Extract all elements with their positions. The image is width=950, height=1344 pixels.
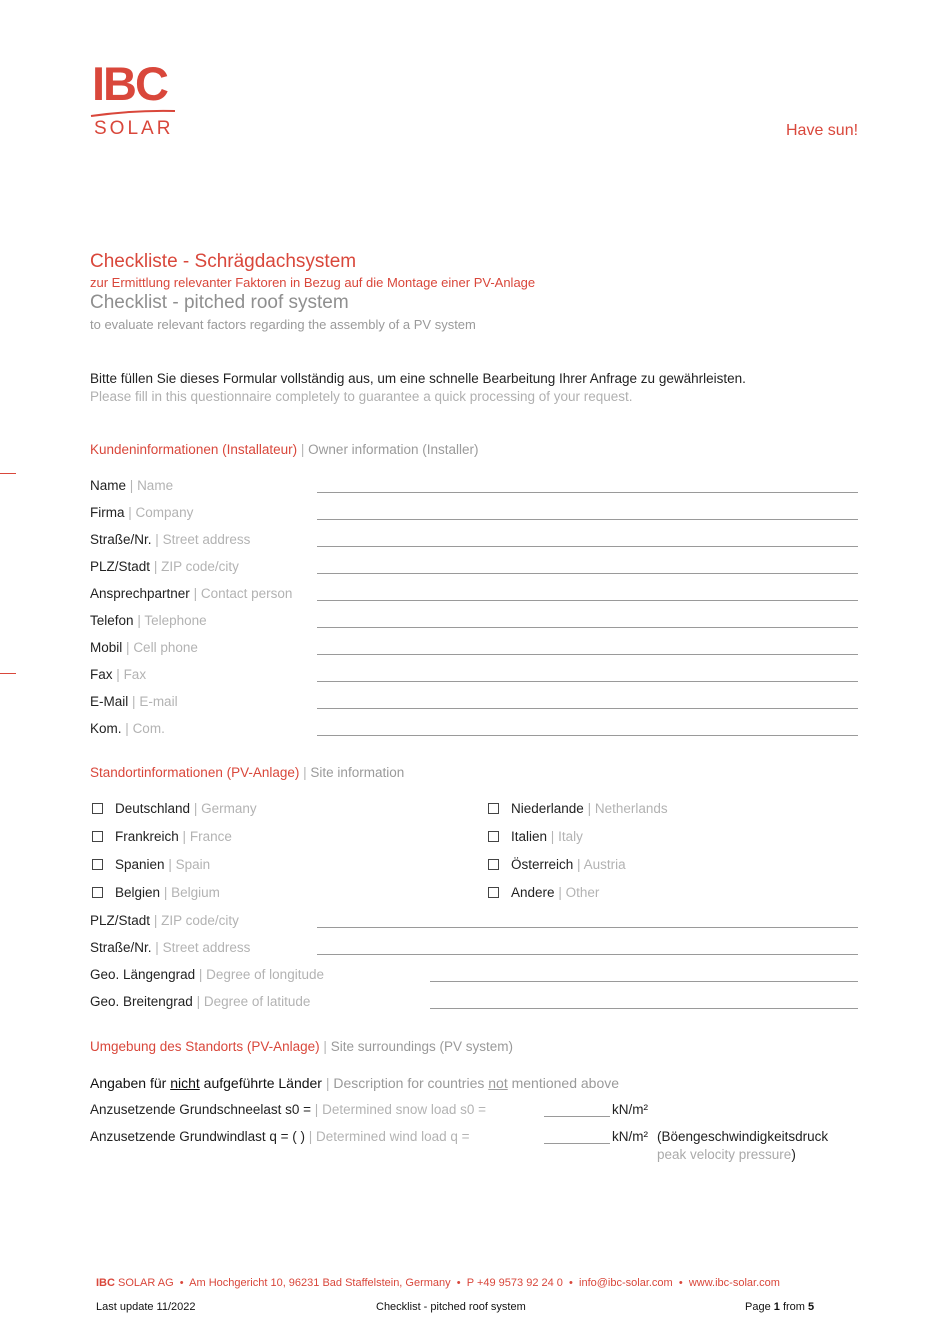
checkbox-icon[interactable] bbox=[92, 831, 103, 842]
site-field-label: Geo. Breitengrad | Degree of latitude bbox=[90, 994, 311, 1009]
owner-field-label: PLZ/Stadt | ZIP code/city bbox=[90, 559, 239, 574]
site-field-label: Straße/Nr. | Street address bbox=[90, 940, 251, 955]
owner-field-label: Name | Name bbox=[90, 478, 174, 493]
checkbox-icon[interactable] bbox=[92, 887, 103, 898]
owner-field-input[interactable] bbox=[317, 519, 858, 520]
owner-field-label: Straße/Nr. | Street address bbox=[90, 532, 251, 547]
snow-load-label: Anzusetzende Grundschneelast s0 = | Determined snow load s0 = bbox=[90, 1102, 487, 1117]
fold-mark bbox=[0, 673, 16, 674]
checkbox-icon[interactable] bbox=[92, 859, 103, 870]
country-option[interactable]: Niederlande | Netherlands bbox=[488, 801, 668, 816]
checkbox-icon[interactable] bbox=[92, 803, 103, 814]
owner-field-label: Telefon | Telephone bbox=[90, 613, 207, 628]
checkbox-icon[interactable] bbox=[488, 887, 499, 898]
logo-brand: IBC bbox=[92, 57, 167, 110]
fold-mark bbox=[0, 473, 16, 474]
wind-load-input[interactable] bbox=[544, 1143, 610, 1144]
owner-field-input[interactable] bbox=[317, 573, 858, 574]
owner-field-label: Mobil | Cell phone bbox=[90, 640, 198, 655]
footer-page-number: Page 1 from 5 bbox=[745, 1301, 815, 1313]
wind-note-en: peak velocity pressure) bbox=[657, 1147, 796, 1162]
site-field-input[interactable] bbox=[430, 1008, 858, 1009]
owner-field-label: E-Mail | E-mail bbox=[90, 694, 178, 709]
country-option[interactable]: Frankreich | France bbox=[92, 829, 232, 844]
checkbox-icon[interactable] bbox=[488, 859, 499, 870]
owner-field-label: Kom. | Com. bbox=[90, 721, 165, 736]
site-field-input[interactable] bbox=[430, 981, 858, 982]
country-option[interactable]: Spanien | Spain bbox=[92, 857, 210, 872]
footer-last-update: Last update 11/2022 bbox=[96, 1301, 196, 1313]
intro-text-de: Bitte füllen Sie dieses Formular vollständig aus, um eine schnelle Bearbeitung Ihrer Anfrage zu gewährleisten. bbox=[90, 371, 746, 386]
country-option[interactable]: Österreich | Austria bbox=[488, 857, 626, 872]
logo-swoosh-icon bbox=[90, 108, 176, 118]
country-option[interactable]: Andere | Other bbox=[488, 885, 599, 900]
page-subtitle-de: zur Ermittlung relevanter Faktoren in Bezug auf die Montage einer PV-Anlage bbox=[90, 275, 536, 290]
country-option[interactable]: Belgien | Belgium bbox=[92, 885, 220, 900]
wind-load-label: Anzusetzende Grundwindlast q = ( ) | Determined wind load q = bbox=[90, 1129, 470, 1144]
snow-load-unit: kN/m² bbox=[612, 1102, 648, 1117]
page-title-en: Checklist - pitched roof system bbox=[90, 292, 349, 313]
owner-field-input[interactable] bbox=[317, 708, 858, 709]
owner-field-input[interactable] bbox=[317, 627, 858, 628]
slogan: Have sun! bbox=[786, 122, 859, 139]
checkbox-icon[interactable] bbox=[488, 831, 499, 842]
owner-field-label: Fax | Fax bbox=[90, 667, 147, 682]
owner-field-label: Ansprechpartner | Contact person bbox=[90, 586, 293, 601]
section-heading-site: Standortinformationen (PV-Anlage) | Site information bbox=[90, 765, 405, 780]
owner-field-input[interactable] bbox=[317, 735, 858, 736]
owner-field-label: Firma | Company bbox=[90, 505, 194, 520]
snow-load-input[interactable] bbox=[544, 1116, 610, 1117]
owner-field-input[interactable] bbox=[317, 681, 858, 682]
site-field-input[interactable] bbox=[317, 927, 858, 928]
section-heading-surroundings: Umgebung des Standorts (PV-Anlage) | Site surroundings (PV system) bbox=[90, 1039, 514, 1054]
section-heading-owner: Kundeninformationen (Installateur) | Owner information (Installer) bbox=[90, 442, 479, 457]
wind-load-unit: kN/m² bbox=[612, 1129, 648, 1144]
site-field-label: PLZ/Stadt | ZIP code/city bbox=[90, 913, 239, 928]
owner-field-input[interactable] bbox=[317, 546, 858, 547]
wind-note-de: (Böengeschwindigkeitsdruck bbox=[657, 1129, 829, 1144]
site-field-label: Geo. Längengrad | Degree of longitude bbox=[90, 967, 324, 982]
country-option[interactable]: Deutschland | Germany bbox=[92, 801, 257, 816]
footer-doc-name: Checklist - pitched roof system bbox=[376, 1301, 526, 1313]
other-countries-heading: Angaben für nicht aufgeführte Länder | Description for countries not mentioned above bbox=[90, 1075, 620, 1091]
page-title-de: Checkliste - Schrägdachsystem bbox=[90, 251, 357, 272]
intro-text-en: Please fill in this questionnaire completely to guarantee a quick processing of your request. bbox=[90, 389, 633, 404]
logo-word: SOLAR bbox=[94, 118, 174, 139]
checkbox-icon[interactable] bbox=[488, 803, 499, 814]
owner-field-input[interactable] bbox=[317, 654, 858, 655]
owner-field-input[interactable] bbox=[317, 492, 858, 493]
country-option[interactable]: Italien | Italy bbox=[488, 829, 583, 844]
page-subtitle-en: to evaluate relevant factors regarding the assembly of a PV system bbox=[90, 317, 476, 332]
footer-contact: IBC SOLAR AG • Am Hochgericht 10, 96231 Bad Staffelstein, Germany • P +49 9573 92 24 0 • info@ibc-solar.com • www.ibc-solar.com bbox=[96, 1277, 780, 1289]
owner-field-input[interactable] bbox=[317, 600, 858, 601]
site-field-input[interactable] bbox=[317, 954, 858, 955]
